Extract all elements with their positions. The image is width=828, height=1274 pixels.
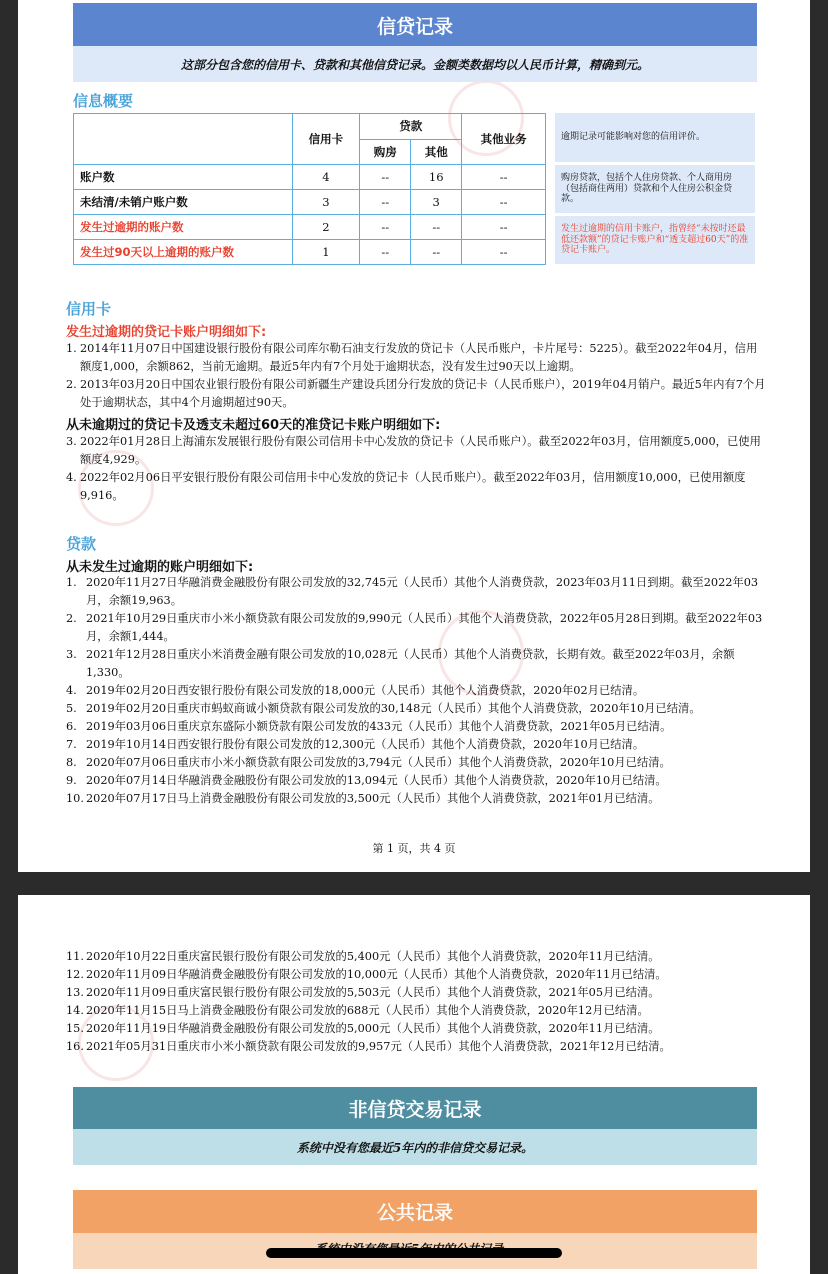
item-number: 12. [66, 968, 84, 981]
item-number: 6. [66, 720, 77, 733]
row-label: 账户数 [74, 165, 293, 190]
credit-card-section-title: 信用卡 [66, 300, 112, 318]
list-item [66, 433, 766, 469]
item-text: 2013年03月20日中国农业银行股份有限公司新疆生产建设兵团分行发放的贷记卡（人民币账户），2019年04月销户。最近5年内有7个月处于逾期状态，其中4个月逾期超过90天。 [80, 378, 766, 409]
loan-section-title: 贷款 [66, 535, 97, 553]
item-number: 10. [66, 792, 84, 805]
item-number: 16. [66, 1040, 84, 1053]
header-house: 购房 [360, 139, 411, 165]
item-number: 8. [66, 756, 77, 769]
item-number: 14. [66, 1004, 84, 1017]
item-text: 2020年10月22日重庆富民银行股份有限公司发放的5,400元（人民币）其他个人消费贷款，2020年11月已结清。 [86, 950, 660, 963]
item-number: 3. [66, 648, 77, 661]
credit-records-banner: 信贷记录 [73, 3, 757, 46]
loan-heading: 从未发生过逾期的账户明细如下: [66, 560, 254, 575]
scroll-indicator[interactable] [266, 1248, 562, 1258]
row-label: 发生过逾期的账户数 [74, 215, 293, 240]
loan-list-continued [66, 948, 766, 1056]
item-number: 3. [66, 435, 77, 448]
list-item [66, 700, 766, 718]
row-label: 发生过90天以上逾期的账户数 [74, 240, 293, 265]
list-item [66, 1038, 766, 1056]
item-text: 2020年07月14日华融消费金融股份有限公司发放的13,094元（人民币）其他个人消费贷款，2020年10月已结清。 [86, 774, 667, 787]
loan-list [66, 574, 766, 808]
overdue-card-list [66, 340, 766, 412]
cell-credit-card: 1 [292, 240, 360, 265]
item-text: 2022年01月28日上海浦东发展银行股份有限公司信用卡中心发放的贷记卡（人民币账户）。截至2022年03月，信用额度5,000，已使用额度4,929。 [80, 435, 761, 466]
cell-credit-card: 2 [292, 215, 360, 240]
list-item [66, 718, 766, 736]
header-other: 其他 [411, 139, 462, 165]
item-text: 2020年07月17日马上消费金融股份有限公司发放的3,500元（人民币）其他个人消费贷款，2021年01月已结清。 [86, 792, 660, 805]
item-text: 2019年02月20日西安银行股份有限公司发放的18,000元（人民币）其他个人消费贷款，2020年02月已结清。 [86, 684, 645, 697]
table-row [74, 190, 546, 215]
item-number: 2. [66, 378, 77, 391]
normal-card-heading: 从未逾期过的贷记卡及透支未超过60天的准贷记卡账户明细如下: [66, 418, 441, 433]
report-page-2 [18, 895, 810, 1274]
noncredit-records-subtitle: 系统中没有您最近5年内的非信贷交易记录。 [73, 1129, 757, 1165]
cell-other: 16 [411, 165, 462, 190]
list-item [66, 736, 766, 754]
cell-house: -- [360, 215, 411, 240]
normal-card-list [66, 433, 766, 505]
cell-other: 3 [411, 190, 462, 215]
note-overdue-card: 发生过逾期的信用卡账户，指曾经“未按时还最低还款额”的贷记卡账户和“透支超过60天”的准贷记卡账户。 [555, 216, 755, 264]
item-text: 2019年02月20日重庆市蚂蚁商诚小额贷款有限公司发放的30,148元（人民币）其他个人消费贷款，2020年10月已结清。 [86, 702, 701, 715]
item-number: 2. [66, 612, 77, 625]
list-item [66, 574, 766, 610]
report-page-1 [18, 0, 810, 872]
list-item [66, 754, 766, 772]
list-item [66, 1020, 766, 1038]
item-number: 9. [66, 774, 77, 787]
cell-other: -- [411, 215, 462, 240]
note-house-loan: 购房贷款，包括个人住房贷款、个人商用房（包括商住两用）贷款和个人住房公积金贷款。 [555, 165, 755, 213]
cell-other: -- [411, 240, 462, 265]
item-number: 15. [66, 1022, 84, 1035]
item-number: 1. [66, 342, 77, 355]
item-text: 2019年03月06日重庆京东盛际小额贷款有限公司发放的433元（人民币）其他个人消费贷款，2021年05月已结清。 [86, 720, 672, 733]
item-text: 2020年11月09日华融消费金融股份有限公司发放的10,000元（人民币）其他个人消费贷款，2020年11月已结清。 [86, 968, 667, 981]
noncredit-records-banner: 非信贷交易记录 [73, 1087, 757, 1129]
item-text: 2020年11月09日重庆富民银行股份有限公司发放的5,503元（人民币）其他个人消费贷款，2021年05月已结清。 [86, 986, 660, 999]
cell-other-business: -- [462, 215, 546, 240]
item-text: 2020年11月27日华融消费金融股份有限公司发放的32,745元（人民币）其他个人消费贷款，2023年03月11日到期。截至2022年03月，余额19,963。 [86, 576, 759, 607]
list-item [66, 469, 766, 505]
cell-other-business: -- [462, 190, 546, 215]
list-item [66, 984, 766, 1002]
row-label: 未结清/未销户账户数 [74, 190, 293, 215]
overview-title: 信息概要 [73, 92, 134, 110]
list-item [66, 682, 766, 700]
note-overdue-impact: 逾期记录可能影响对您的信用评价。 [555, 113, 755, 162]
cell-house: -- [360, 240, 411, 265]
list-item [66, 948, 766, 966]
overdue-card-heading: 发生过逾期的贷记卡账户明细如下: [66, 325, 267, 340]
page-footer: 第 1 页，共 4 页 [372, 842, 456, 855]
item-number: 4. [66, 471, 77, 484]
list-item [66, 772, 766, 790]
table-row [74, 215, 546, 240]
header-loan: 贷款 [360, 114, 462, 140]
item-text: 2020年11月15日马上消费金融股份有限公司发放的688元（人民币）其他个人消费贷款，2020年12月已结清。 [86, 1004, 649, 1017]
credit-records-subtitle: 这部分包含您的信用卡、贷款和其他信贷记录。金额类数据均以人民币计算，精确到元。 [73, 46, 757, 82]
cell-other-business: -- [462, 240, 546, 265]
list-item [66, 966, 766, 984]
item-text: 2022年02月06日平安银行股份有限公司信用卡中心发放的贷记卡（人民币账户）。截至2022年03月，信用额度10,000，已使用额度9,916。 [80, 471, 746, 502]
item-text: 2021年10月29日重庆市小米小额贷款有限公司发放的9,990元（人民币）其他个人消费贷款，2022年05月28日到期。截至2022年03月，余额1,444。 [86, 612, 763, 643]
item-text: 2020年07月06日重庆市小米小额贷款有限公司发放的3,794元（人民币）其他个人消费贷款，2020年10月已结清。 [86, 756, 671, 769]
item-number: 13. [66, 986, 84, 999]
table-corner [74, 114, 293, 165]
header-other-business: 其他业务 [462, 114, 546, 165]
summary-table [73, 113, 546, 265]
list-item [66, 376, 766, 412]
list-item [66, 1002, 766, 1020]
item-text: 2019年10月14日西安银行股份有限公司发放的12,300元（人民币）其他个人消费贷款，2020年10月已结清。 [86, 738, 645, 751]
cell-house: -- [360, 190, 411, 215]
cell-house: -- [360, 165, 411, 190]
list-item [66, 646, 766, 682]
item-number: 7. [66, 738, 77, 751]
item-text: 2014年11月07日中国建设银行股份有限公司库尔勒石油支行发放的贷记卡（人民币账户，卡片尾号：5225）。截至2022年04月，信用额度1,000，余额862，当前无逾期。最近5年内有7个月处于逾期状态，没有发生过90天以上逾期。 [80, 342, 758, 373]
table-row [74, 240, 546, 265]
item-number: 1. [66, 576, 77, 589]
item-number: 11. [66, 950, 84, 963]
list-item [66, 790, 766, 808]
item-number: 5. [66, 702, 77, 715]
cell-credit-card: 3 [292, 190, 360, 215]
cell-other-business: -- [462, 165, 546, 190]
cell-credit-card: 4 [292, 165, 360, 190]
list-item [66, 610, 766, 646]
header-credit-card: 信用卡 [292, 114, 360, 165]
item-text: 2021年12月28日重庆小米消费金融有限公司发放的10,028元（人民币）其他个人消费贷款，长期有效。截至2022年03月，余额1,330。 [86, 648, 735, 679]
public-records-banner: 公共记录 [73, 1190, 757, 1233]
table-row [74, 165, 546, 190]
list-item [66, 340, 766, 376]
item-number: 4. [66, 684, 77, 697]
item-text: 2020年11月19日华融消费金融股份有限公司发放的5,000元（人民币）其他个人消费贷款，2020年11月已结清。 [86, 1022, 660, 1035]
item-text: 2021年05月31日重庆市小米小额贷款有限公司发放的9,957元（人民币）其他个人消费贷款，2021年12月已结清。 [86, 1040, 671, 1053]
